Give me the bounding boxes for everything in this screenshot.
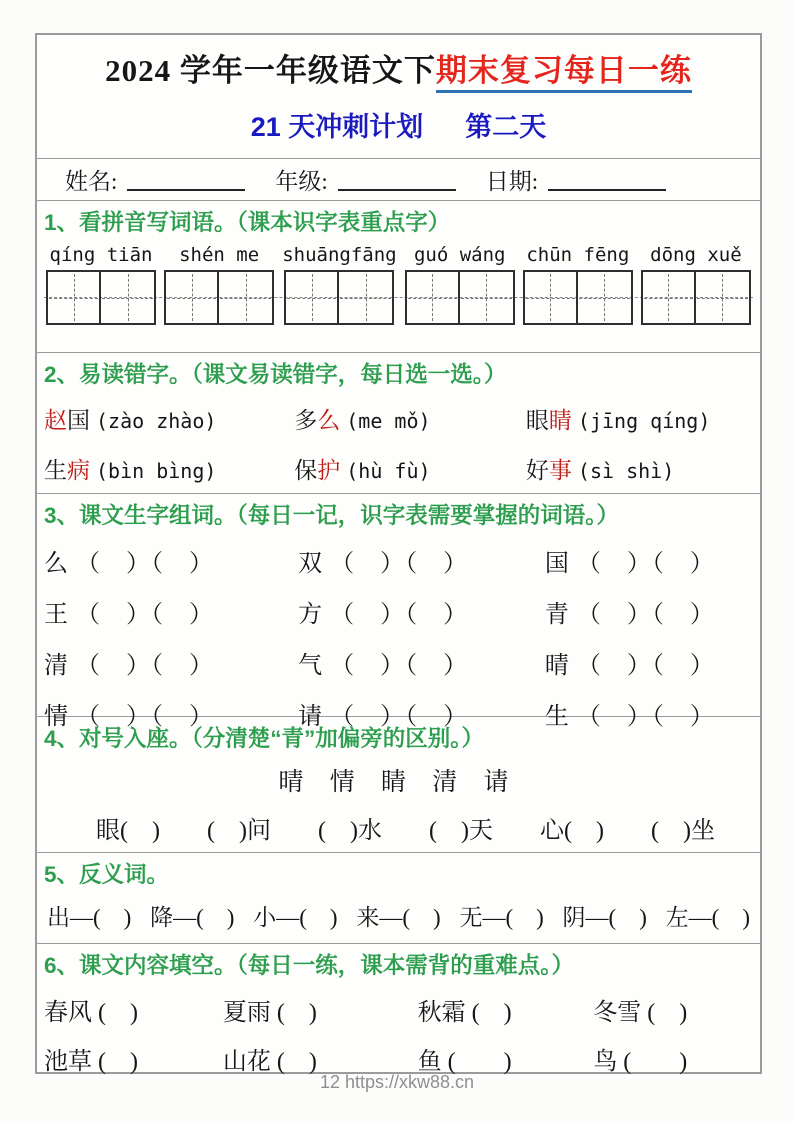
item-char-red: 事: [548, 458, 572, 483]
writing-grid-cell: [219, 270, 274, 325]
page-subtitle: [44, 105, 753, 144]
base-char: 生: [544, 704, 570, 730]
answer-blanks: （ ）（ ）: [330, 602, 469, 628]
answer-blanks: （ ）（ ）: [330, 551, 469, 577]
answer-blanks: （ ）（ ）: [330, 653, 469, 679]
pinyin-options: (zào zhào): [96, 409, 217, 433]
misread-item: [44, 402, 294, 435]
word-building-grid: [44, 543, 753, 731]
writing-grid-cell: [339, 270, 394, 325]
word-build-cell: [545, 594, 753, 629]
writing-grid-cell: [101, 270, 156, 325]
pinyin-grid-group: [46, 242, 156, 325]
antonym-items: [44, 899, 753, 932]
fill-item: 冬雪 ( ): [593, 1000, 688, 1026]
pinyin-options: (hù fù): [346, 459, 431, 483]
pinyin-options: (me mǒ): [346, 409, 431, 433]
fill-item: 秋霜 ( ): [417, 1000, 512, 1026]
word-build-cell: [44, 594, 298, 629]
word-build-cell: [545, 645, 753, 680]
section-1-pinyin-writing: [37, 201, 760, 353]
base-char: 请: [298, 704, 324, 730]
antonym-item: 小—( ): [253, 905, 338, 930]
title-block: [37, 35, 760, 159]
writing-grid-cell: [696, 270, 751, 325]
writing-grid-cell: [405, 270, 460, 325]
name-label: 姓名:: [65, 169, 118, 194]
name-blank-line: [127, 169, 245, 191]
section-1-heading: 1、看拼音写词语。（课本识字表重点字）: [44, 210, 451, 235]
writing-grid-cell: [460, 270, 515, 325]
pinyin-label: shén me: [179, 244, 260, 266]
base-char: 情: [44, 704, 69, 730]
item-char-red: 么: [317, 408, 341, 433]
writing-grid-row: [44, 242, 753, 325]
matching-item: 心( ): [540, 818, 604, 844]
answer-blanks: （ ）（ ）: [576, 602, 715, 628]
pinyin-options: (bìn bìng): [96, 459, 217, 483]
misread-items: [44, 402, 753, 485]
grade-label: 年级:: [275, 169, 328, 194]
matching-items: [44, 810, 753, 845]
pinyin-options: (jīng qíng): [577, 409, 711, 433]
grade-blank-line: [338, 169, 456, 191]
answer-blanks: （ ）（ ）: [76, 653, 214, 679]
character-bank: 晴 情 睛 清 请: [278, 769, 519, 796]
item-char-red: 护: [317, 458, 341, 483]
worksheet-sheet: [35, 33, 762, 1074]
word-build-cell: [545, 696, 753, 731]
page-title-black: 2024 学年一年级语文下: [105, 53, 436, 88]
base-char: 双: [298, 551, 324, 577]
section-3-word-building: [37, 494, 760, 730]
section-6-heading: 6、课文内容填空。（每日一练，课本需背的重难点。）: [44, 953, 575, 978]
info-row: [37, 159, 760, 201]
fill-item: 春风 ( ): [44, 1000, 138, 1026]
word-build-cell: [44, 543, 298, 578]
section-5-heading: 5、反义词。: [44, 862, 170, 887]
date-blank-line: [548, 169, 666, 191]
fill-item: 鱼 ( ): [417, 1049, 512, 1075]
answer-blanks: （ ）（ ）: [76, 551, 214, 577]
item-char-red: 病: [67, 458, 90, 483]
matching-item: ( )水: [318, 818, 382, 844]
pinyin-options: (sì shì): [577, 459, 675, 483]
base-char: 方: [298, 602, 324, 628]
word-build-cell: [545, 543, 753, 578]
answer-blanks: （ ）（ ）: [330, 704, 469, 730]
section-5-antonyms: [37, 853, 760, 944]
word-build-cell: [298, 645, 545, 680]
fill-item: 夏雨 ( ): [222, 1000, 317, 1026]
antonym-item: 来—( ): [356, 905, 441, 930]
writing-grid-cell: [578, 270, 633, 325]
page-footer: 12 https://xkw88.cn: [319, 1072, 475, 1092]
answer-blanks: （ ）（ ）: [576, 653, 715, 679]
misread-item: [294, 402, 526, 435]
answer-blanks: （ ）（ ）: [576, 704, 715, 730]
writing-grid-cell: [523, 270, 578, 325]
pinyin-grid-group: [282, 242, 396, 325]
writing-grid-cell: [641, 270, 696, 325]
base-char: 王: [44, 602, 69, 628]
misread-item: [294, 452, 526, 485]
section-4-matching: [37, 717, 760, 853]
pinyin-label: qíng tiān: [49, 244, 153, 266]
antonym-item: 无—( ): [459, 905, 544, 930]
pinyin-label: dōng xuě: [650, 244, 742, 266]
word-build-cell: [298, 594, 545, 629]
section-2-misread-chars: [37, 353, 760, 494]
pinyin-grid-group: [523, 242, 633, 325]
misread-item: [44, 452, 294, 485]
misread-item: [526, 452, 753, 485]
item-char: 生: [44, 458, 67, 483]
answer-blanks: （ ）（ ）: [576, 551, 715, 577]
antonym-item: 降—( ): [150, 905, 235, 930]
item-char-red: 睛: [548, 408, 572, 433]
item-char-red: 赵: [44, 408, 67, 433]
item-char: 保: [294, 458, 318, 483]
matching-item: ( )坐: [651, 818, 715, 844]
antonym-item: 出—( ): [47, 905, 132, 930]
base-char: 青: [544, 602, 570, 628]
word-build-cell: [44, 645, 298, 680]
matching-item: ( )问: [207, 818, 271, 844]
word-build-cell: [298, 543, 545, 578]
answer-blanks: （ ）（ ）: [76, 704, 214, 730]
item-char: 多: [294, 408, 318, 433]
fill-item: 鸟 ( ): [593, 1049, 688, 1075]
base-char: 气: [298, 653, 324, 679]
item-char: 眼: [525, 408, 549, 433]
page-title: [44, 51, 753, 91]
pinyin-grid-group: [164, 242, 274, 325]
base-char: 国: [544, 551, 570, 577]
pinyin-label: chūn fēng: [526, 244, 630, 266]
subtitle-day: 第二天: [465, 112, 547, 142]
writing-grid-cell: [164, 270, 219, 325]
base-char: 么: [44, 551, 69, 577]
writing-grid-cell: [284, 270, 339, 325]
date-label: 日期:: [485, 169, 539, 194]
item-char: 好: [525, 458, 549, 483]
section-6-text-fill: [37, 944, 760, 1075]
section-3-heading: 3、课文生字组词。（每日一记，识字表需要掌握的词语。）: [44, 503, 620, 528]
item-char: 国: [67, 408, 90, 433]
answer-blanks: （ ）（ ）: [76, 602, 214, 628]
pinyin-grid-group: [405, 242, 515, 325]
antonym-item: 左—( ): [665, 905, 750, 930]
matching-item: ( )天: [429, 818, 493, 844]
subtitle-plan: 21 天冲刺计划: [250, 112, 424, 142]
misread-item: [526, 402, 753, 435]
fill-item: 山花 ( ): [222, 1049, 317, 1075]
base-char: 清: [44, 653, 69, 679]
matching-item: 眼( ): [96, 818, 160, 844]
section-4-heading: 4、对号入座。（分清楚“青”加偏旁的区别。）: [44, 726, 485, 751]
pinyin-label: guó wáng: [413, 244, 506, 266]
page-title-red-underlined: 期末复习每日一练: [436, 53, 692, 93]
pinyin-label: shuāngfāng: [282, 244, 397, 266]
fill-items: [44, 992, 753, 1076]
antonym-item: 阴—( ): [562, 905, 647, 930]
pinyin-grid-group: [641, 242, 751, 325]
fill-item: 池草 ( ): [44, 1049, 138, 1075]
base-char: 晴: [544, 653, 570, 679]
section-2-heading: 2、易读错字。（课文易读错字，每日选一选。）: [44, 362, 507, 387]
writing-grid-cell: [46, 270, 101, 325]
